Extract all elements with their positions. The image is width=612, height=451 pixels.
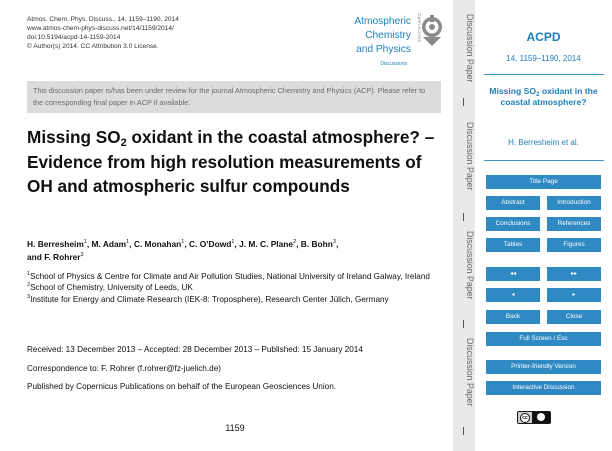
copyright: © Author(s) 2014. CC Attribution 3.0 License. xyxy=(27,43,159,50)
page-number: 1159 xyxy=(225,423,245,433)
received-dates: Received: 13 December 2013 – Accepted: 28 December 2013 – Published: 15 January 2014 xyxy=(27,345,363,354)
close-button[interactable]: Close xyxy=(547,310,601,324)
journal-line: Atmos. Chem. Phys. Discuss., 14, 1159–1190, 2014 xyxy=(27,16,179,23)
tables-button[interactable]: Tables xyxy=(486,238,540,252)
author: C. Monahan xyxy=(133,239,182,249)
attribution-person-icon xyxy=(537,413,545,421)
panel-title: Missing $SO_2$ oxidant in the coastal atmosphere? xyxy=(489,86,598,107)
affiliation: $^1$School of Physics & Centre for Climate and Air Pollution Studies, National University of Ireland Galway, Ireland xyxy=(27,271,430,281)
cc-icon: cc xyxy=(520,413,530,423)
strip-label: Discussion Paper xyxy=(465,231,475,300)
discussion-paper-strip xyxy=(453,0,475,451)
logo-line-3: and Physics xyxy=(356,44,411,55)
author: M. Adam xyxy=(91,239,127,249)
affiliations xyxy=(27,272,441,306)
logo-line-2: Chemistry xyxy=(365,30,411,41)
references-button[interactable]: References xyxy=(547,217,601,231)
interactive-discussion-button[interactable]: Interactive Discussion xyxy=(486,381,601,395)
figures-button[interactable]: Figures xyxy=(547,238,601,252)
introduction-button[interactable]: Introduction xyxy=(547,196,601,210)
author: H. Berresheim xyxy=(27,239,84,249)
strip-label: Discussion Paper xyxy=(465,338,475,407)
author-list: H. Berresheim$^1$, M. Adam$^1$, C. Monahan$^1$, C. O’Dowd$^1$, J. M. C. Plane$^2$, B. Bohn$^3$, and F. Rohrer$^3$ xyxy=(27,239,339,262)
abstract-button[interactable]: Abstract xyxy=(486,196,540,210)
previous-page-button[interactable] xyxy=(486,288,540,302)
strip-separator xyxy=(463,320,464,328)
title-page-button[interactable]: Title Page xyxy=(486,175,601,189)
open-access-label: Open Access xyxy=(417,13,422,43)
strip-separator xyxy=(463,427,464,435)
strip-label: Discussion Paper xyxy=(465,122,475,191)
strip-label: Discussion Paper xyxy=(465,14,475,83)
acp-emblem-icon xyxy=(419,15,445,47)
affiliation: $^2$School of Chemistry, University of Leeds, UK xyxy=(27,282,193,293)
review-notice: This discussion paper is/has been under review for the journal Atmospheric Chemistry and Physics (ACP). Please refer to the corresponding final paper in ACP if available. xyxy=(27,81,441,113)
paper-title: Missing $SO_2$ oxidant in the coastal atmosphere? – Evidence from high resolution measurements of OH and atmospheric sulfur compounds xyxy=(27,127,435,197)
correspondence: Correspondence to: F. Rohrer (f.rohrer@fz-juelich.de) xyxy=(27,364,221,373)
panel-divider xyxy=(484,74,604,75)
last-page-button[interactable] xyxy=(547,267,601,281)
journal-logo xyxy=(330,12,445,72)
citation-header xyxy=(27,15,179,51)
strip-separator xyxy=(463,213,464,221)
author: C. O’Dowd xyxy=(189,239,232,249)
logo-discussions: Discussions xyxy=(380,61,407,67)
first-page-icon: ◂◂ xyxy=(509,271,517,277)
author: F. Rohrer xyxy=(44,251,81,262)
affiliation: $^3$Institute for Energy and Climate Research (IEK-8: Troposphere), Research Center Jülich, Germany xyxy=(27,293,389,304)
strip-separator xyxy=(463,98,464,106)
first-page-button[interactable] xyxy=(486,267,540,281)
panel-divider xyxy=(484,160,604,161)
conclusions-button[interactable]: Conclusions xyxy=(486,217,540,231)
paper-url: www.atmos-chem-phys-discuss.net/14/1159/2014/ xyxy=(27,25,174,32)
back-button[interactable]: Back xyxy=(486,310,540,324)
logo-line-1: Atmospheric xyxy=(354,16,411,27)
printer-friendly-button[interactable]: Printer-friendly Version xyxy=(486,360,601,374)
panel-journal: ACPD xyxy=(526,30,561,44)
author: B. Bohn xyxy=(300,239,333,249)
publisher-line: Published by Copernicus Publications on behalf of the European Geosciences Union. xyxy=(27,382,337,391)
last-page-icon: ▸▸ xyxy=(570,271,578,277)
panel-authors: H. Berresheim et al. xyxy=(508,138,579,147)
full-screen-button[interactable]: Full Screen / Esc xyxy=(486,332,601,346)
previous-icon: ◂ xyxy=(511,292,515,298)
cc-by-license-icon[interactable] xyxy=(517,411,551,424)
next-icon: ▸ xyxy=(572,292,576,298)
doi: doi:10.5194/acpd-14-1159-2014 xyxy=(27,34,121,41)
next-page-button[interactable] xyxy=(547,288,601,302)
author: J. M. C. Plane xyxy=(239,239,294,249)
panel-volume: 14, 1159–1190, 2014 xyxy=(506,54,581,63)
navigation-panel xyxy=(475,0,612,451)
